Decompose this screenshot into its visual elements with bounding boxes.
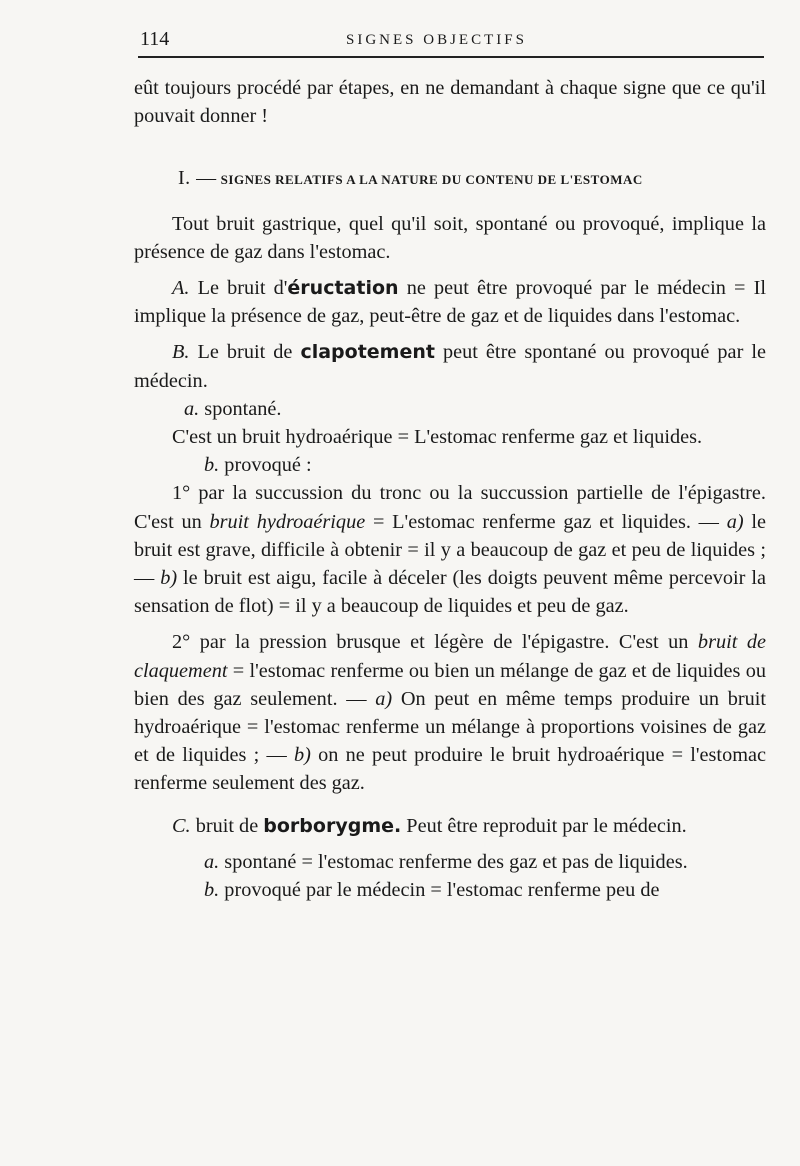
section-number: I. —: [178, 167, 217, 190]
term-borborygme: borborygme.: [263, 814, 402, 837]
running-title: SIGNES OBJECTIFS: [346, 32, 527, 48]
running-header: [138, 28, 762, 56]
term-clapotement: clapotement: [300, 341, 435, 364]
subitem-letter: b.: [204, 879, 220, 902]
paragraph-a-eructation: A. Le bruit d'éructation ne peut être provoqué par le médecin = Il implique la présence de gaz, peut-être de gaz et de liquides dans l'estomac.: [134, 277, 766, 328]
page-number: 114: [140, 28, 170, 50]
item-letter: C.: [172, 814, 191, 837]
subitem-c-provoque: b. provoqué par le médecin = l'estomac renferme peu de: [204, 879, 660, 902]
section-title: SIGNES RELATIFS A LA NATURE DU CONTENU DE L'ESTOMAC: [220, 172, 643, 188]
item-letter: A.: [172, 277, 190, 300]
subitem-letter: b.: [204, 454, 220, 477]
subitem-spontane: a. spontané.: [184, 397, 282, 420]
section-heading: [134, 164, 766, 195]
subitem-c-spontane: a. spontané = l'estomac renferme des gaz et pas de liquides.: [204, 850, 688, 873]
paragraph-pression: 2° par la pression brusque et légère de l'épigastre. C'est un bruit de claquement = l'estomac renferme ou bien un mélange de gaz et de liquides ou bien des gaz seulement. — a) On peut en même temps produire un bruit hydroaérique = l'estomac renferme un mélange à proportions voisines de gaz et de liquides ; — b) on ne peut produire le bruit hydroaérique = l'estomac renferme seulement des gaz.: [134, 631, 767, 795]
term-eructation: éructation: [287, 277, 399, 300]
header-rule: [138, 56, 764, 58]
paragraph-intro: Tout bruit gastrique, quel qu'il soit, spontané ou provoqué, implique la présence de gaz dans l'estomac.: [134, 212, 766, 263]
paragraph-continuation: eût toujours procédé par étapes, en ne demandant à chaque signe que ce qu'il pouvait donner !: [134, 77, 766, 128]
paragraph-hydroaerique: C'est un bruit hydroaérique = L'estomac renferme gaz et liquides.: [172, 426, 703, 449]
paragraph-b-clapotement: B. Le bruit de clapotement peut être spontané ou provoqué par le médecin.: [134, 341, 766, 392]
subitem-letter: a.: [184, 397, 200, 420]
paragraph-succussion: 1° par la succussion du tronc ou la succussion partielle de l'épigastre. C'est un bruit hydroaérique = L'estomac renferme gaz et liquides. — a) le bruit est grave, difficile à obtenir = il y a beaucoup de gaz et peu de liquides ; — b) le bruit est aigu, facile à déceler (les doigts peuvent même percevoir la sensation de flot) = il y a beaucoup de liquides et peu de gaz.: [134, 482, 766, 618]
paragraph-c-borborygme: C. bruit de borborygme. Peut être reproduit par le médecin.: [172, 814, 687, 837]
item-letter: B.: [172, 341, 190, 364]
body-text: [134, 74, 766, 904]
subitem-letter: a.: [204, 850, 220, 873]
term-bruit-de-claquement: bruit de claquement: [134, 631, 767, 682]
subitem-provoque: b. provoqué :: [204, 454, 312, 477]
term-bruit-hydroaerique: bruit hydroaérique: [209, 510, 366, 533]
